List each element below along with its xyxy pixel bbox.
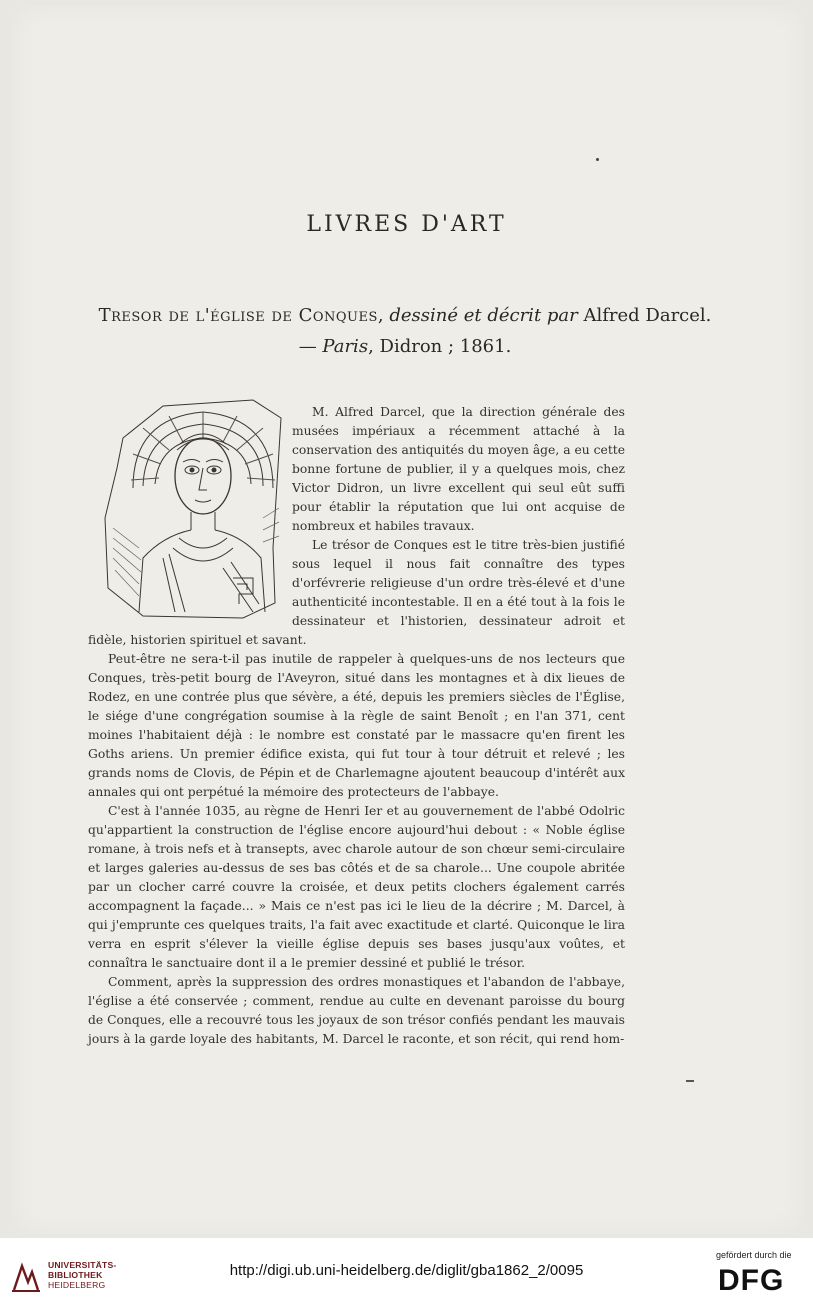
source-url-link[interactable]: http://digi.ub.uni-heidelberg.de/diglit/gba1862_2/0095	[229, 1262, 584, 1279]
book-title: Tresor de l'église de Conques	[98, 305, 378, 326]
library-line-3: HEIDELBERG	[48, 1280, 106, 1290]
book-dash: —	[298, 336, 323, 357]
viewer-footer	[0, 1238, 813, 1305]
figure-wrap-space	[88, 403, 292, 629]
ink-speck	[596, 158, 599, 161]
ink-dash	[686, 1080, 694, 1082]
paragraph: M. Alfred Darcel, que la direction générale des musées impériaux a récemment attaché à la conservation des antiquités du moyen âge, a eu cette bonne fortune de publier, il y a quelques mois, chez Victor Didron, un livre excellent qui seul eût suffi pour établir la réputation que lui ont acquise de nombreux et habiles travaux.	[292, 405, 625, 533]
article-body	[88, 403, 625, 1049]
library-line-1: UNIVERSITÄTS-	[48, 1260, 117, 1270]
book-author: Alfred Darcel.	[577, 305, 712, 326]
page-title: LIVRES D'ART	[306, 212, 507, 237]
book-description: dessiné et décrit par	[389, 305, 578, 326]
paragraph: Le trésor de Conques est le titre très-bien justifié sous lequel il nous fait connaître des types d'orfévrerie religieuse d'un ordre très-élevé et d'une authenticité incontestable. Il en a été tout à la fois le dessinateur et l'historien, dessinateur adroit et fidèle, historien spirituel et savant.	[88, 538, 625, 647]
paragraph: C'est à l'année 1035, au règne de Henri Ier et au gouvernement de l'abbé Odolric qu'appartient la construction de l'église encore aujourd'hui debout : « Noble église romane, à trois nefs et à transepts, avec charole autour de son chœur semi-circulaire et larges galeries au-dessus de ses bas côtés et de sa charole... Une coupole abritée par un clocher carré couvre la croisée, et deux petits clochers également carrés accompagnent la façade... » Mais ce n'est pas ici le lieu de la décrire ; M. Darcel, à qui j'emprunte ces quelques traits, l'a fait avec exactitude et clarté. Quiconque le lira verra en esprit s'élever la vieille église depuis ses bases jusqu'aux voûtes, et connaîtra le sanctuaire dont il a le premier dessiné et publié le trésor.	[88, 804, 625, 970]
book-sep: ,	[377, 305, 390, 326]
dfg-logo: DFG	[718, 1264, 785, 1297]
book-place: Paris	[322, 336, 369, 357]
library-line-2: BIBLIOTHEK	[48, 1270, 103, 1280]
book-publisher: , Didron ; 1861.	[368, 336, 512, 357]
book-reference	[80, 300, 730, 362]
paragraph: Comment, après la suppression des ordres monastiques et l'abandon de l'abbaye, l'église a été conservée ; comment, rendue au culte en devenant paroisse du bourg de Conques, elle a recouvré tous les joyaux de son trésor confiés pendant les mauvais jours à la garde loyale des habitants, M. Darcel le raconte, et son récit, qui rend hom-	[88, 975, 625, 1046]
funding-caption: gefördert durch die	[716, 1250, 792, 1260]
paragraph: Peut-être ne sera-t-il pas inutile de rappeler à quelques-uns de nos lecteurs que Conques, très-petit bourg de l'Aveyron, situé dans les montagnes et à dix lieues de Rodez, en une contrée plus que sévère, a été, depuis les premiers siècles de l'Église, le siége d'une congrégation soumise à la règle de saint Benoît ; en l'an 371, cent moines l'habitaient déjà : le nombre est constaté par le massacre qu'en firent les Goths ariens. Un premier édifice exista, qui fut tour à tour détruit et relevé ; les grands noms de Clovis, de Pépin et de Charlemagne ajoutent beaucoup d'intérêt aux annales qui ont perpétué la mémoire des protecteurs de l'abbaye.	[88, 652, 625, 799]
